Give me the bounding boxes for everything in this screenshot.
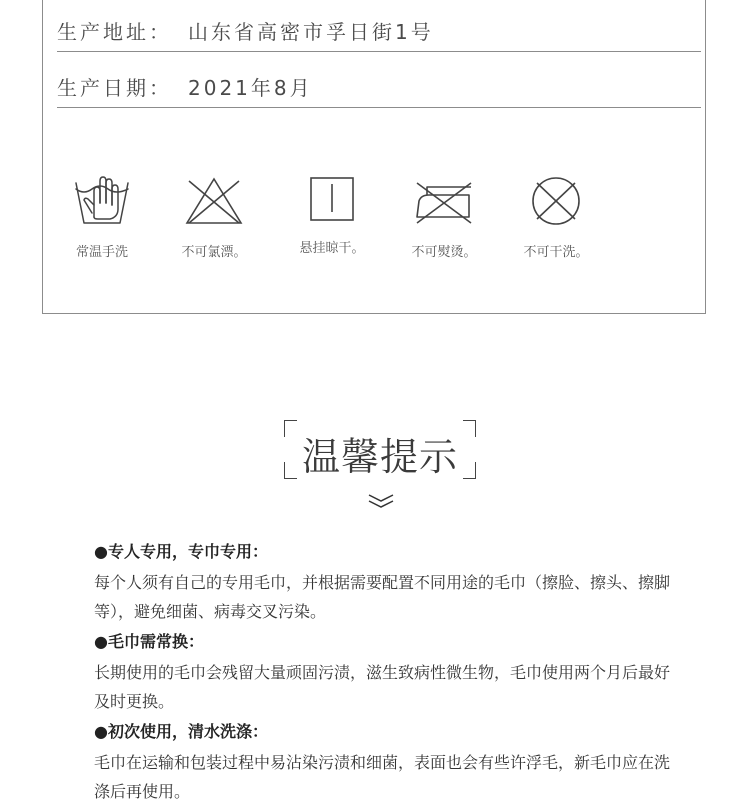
tip-body: 每个人须有自己的专用毛巾，并根据需要配置不同用途的毛巾（擦脸、擦头、擦脚等），避免细菌、病毒交叉污染。 [94, 573, 671, 621]
tip-title: ●毛巾需常换： [94, 632, 204, 651]
tip-body: 毛巾在运输和包装过程中易沾染污渍和细菌，表面也会有些许浮毛，新毛巾应在洗涤后再使用。 [94, 753, 671, 801]
care-label-no-bleach: 不可氯漂。 [181, 245, 247, 260]
care-label-no-iron: 不可熨烫。 [411, 245, 477, 260]
address-row [57, 0, 701, 52]
care-item-line-dry [292, 175, 372, 256]
section-title: 温馨提示 [301, 435, 458, 479]
date-row [57, 51, 701, 108]
tips-heading [280, 418, 480, 478]
care-item-no-bleach [174, 175, 254, 260]
care-item-no-iron [404, 175, 484, 260]
tip-body: 长期使用的毛巾会残留大量顽固污渍，滋生致病性微生物，毛巾使用两个月后最好及时更换。 [94, 663, 671, 711]
care-label-hand-wash: 常温手洗 [75, 245, 128, 260]
date-value: 2021年8月 [188, 76, 313, 100]
tip-title: ●初次使用，清水洗涤： [94, 722, 268, 741]
care-item-hand-wash [62, 175, 142, 260]
no-bleach-icon [183, 175, 245, 227]
hand-wash-icon [74, 175, 130, 227]
date-label: 生产日期： [57, 76, 172, 100]
care-label-line-dry: 悬挂晾干。 [299, 241, 365, 256]
line-dry-icon [308, 175, 356, 223]
care-item-no-dry-clean [516, 175, 596, 260]
care-label-no-dry-clean: 不可干洗。 [523, 245, 589, 260]
address-value: 山东省高密市孚日街1号 [188, 20, 434, 44]
tip-item [94, 630, 674, 716]
no-iron-icon [413, 175, 475, 227]
product-info-card [42, 0, 706, 314]
tip-title: ●专人专用，专巾专用： [94, 542, 268, 561]
address-label: 生产地址： [57, 20, 172, 44]
tip-item [94, 720, 674, 806]
tip-item [94, 540, 674, 626]
no-dry-clean-icon [528, 175, 584, 227]
double-chevron-down-icon [366, 492, 396, 510]
